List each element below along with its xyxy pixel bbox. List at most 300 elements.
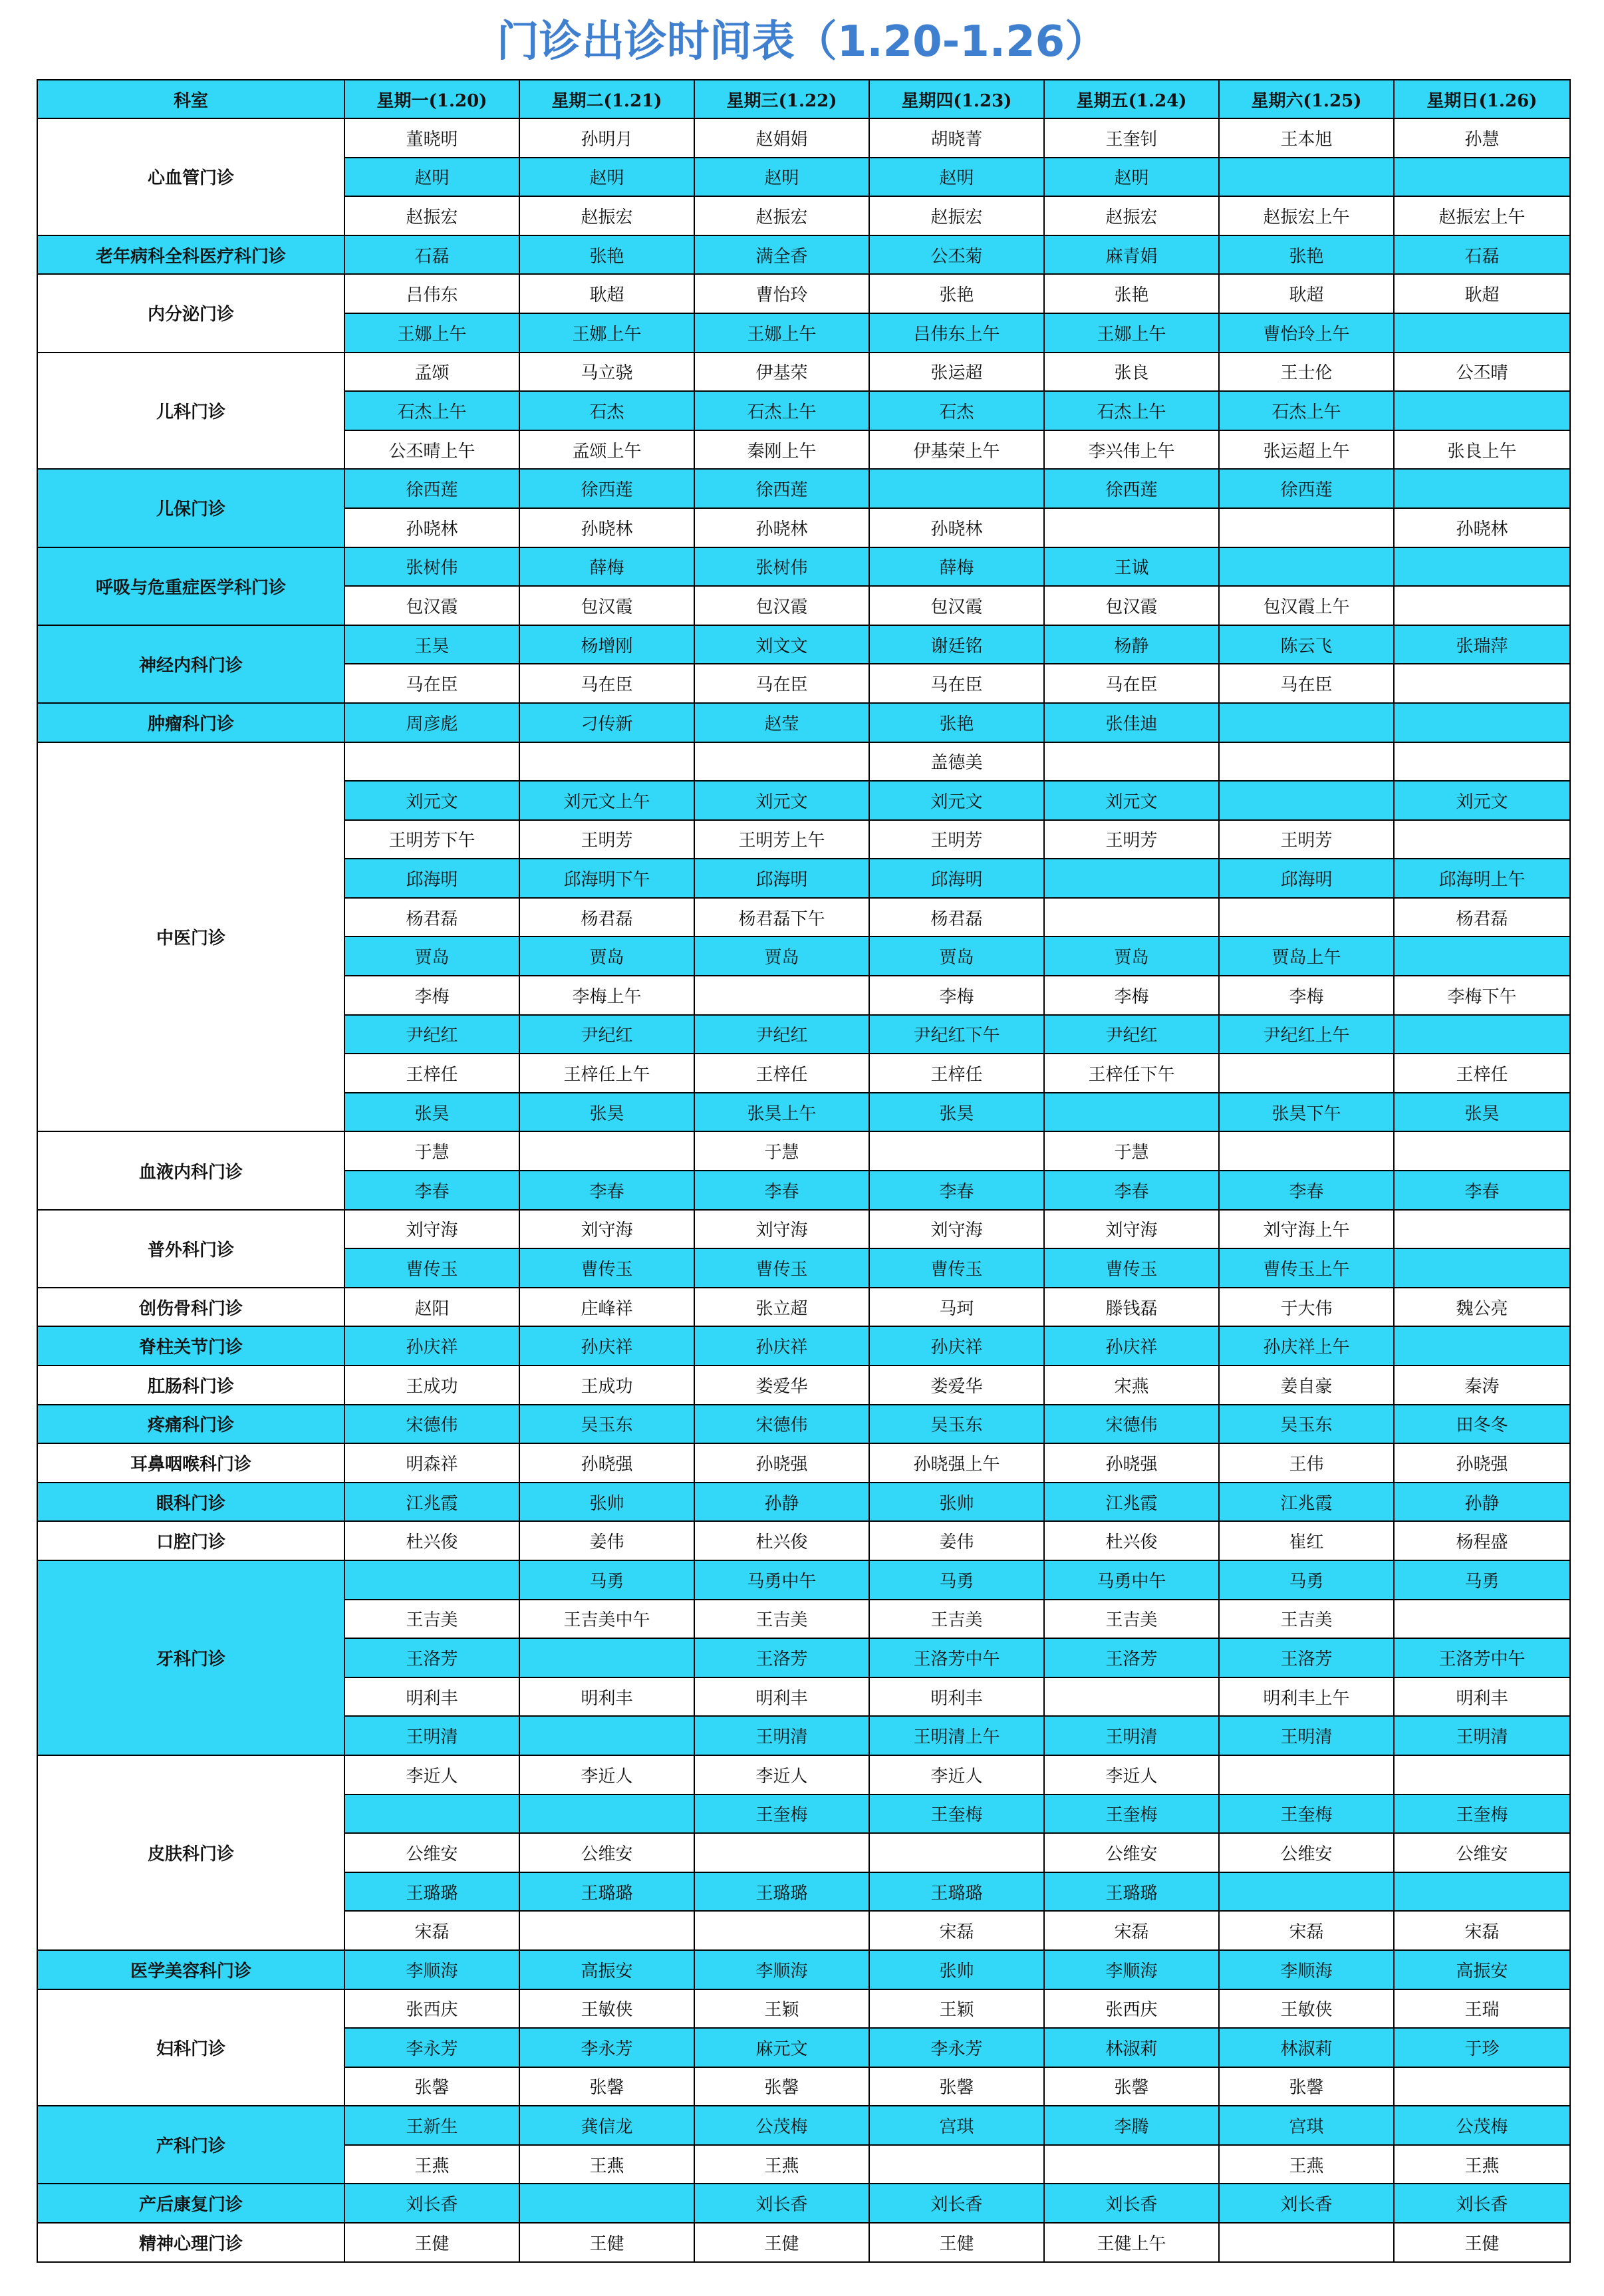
schedule-cell: 明利丰 [869, 1677, 1044, 1717]
schedule-cell: 陈云飞 [1219, 625, 1394, 664]
schedule-cell: 包汉霞 [869, 586, 1044, 625]
schedule-cell: 王奎梅 [1219, 1794, 1394, 1834]
schedule-cell: 李春 [1394, 1171, 1570, 1210]
header-row [37, 80, 1570, 118]
schedule-cell: 李近人 [344, 1755, 519, 1794]
schedule-cell: 宋磊 [1044, 1911, 1219, 1950]
schedule-cell: 盖德美 [869, 742, 1044, 782]
schedule-cell [519, 742, 694, 782]
schedule-cell [694, 976, 869, 1015]
schedule-cell: 王娜上午 [1044, 313, 1219, 353]
schedule-cell [1394, 1131, 1570, 1171]
schedule-cell: 李梅下午 [1394, 976, 1570, 1015]
schedule-cell: 公茂梅 [1394, 2106, 1570, 2145]
schedule-cell: 麻青娟 [1044, 235, 1219, 275]
schedule-cell: 刘守海 [1044, 1210, 1219, 1249]
table-row [37, 469, 1570, 508]
schedule-cell [1044, 508, 1219, 547]
header-sun: 星期日(1.26) [1394, 80, 1570, 118]
schedule-cell: 王瑞 [1394, 1989, 1570, 2029]
schedule-cell: 曹怡玲 [694, 274, 869, 313]
schedule-cell [1394, 313, 1570, 353]
schedule-cell: 王健 [344, 2223, 519, 2262]
schedule-cell [1219, 547, 1394, 587]
schedule-cell: 曹怡玲上午 [1219, 313, 1394, 353]
schedule-cell [869, 1833, 1044, 1872]
department-name: 医学美容科门诊 [37, 1950, 344, 1989]
department-name: 疼痛科门诊 [37, 1405, 344, 1444]
schedule-cell: 张树伟 [344, 547, 519, 587]
schedule-cell: 孙晓林 [344, 508, 519, 547]
schedule-cell: 明利丰上午 [1219, 1677, 1394, 1717]
schedule-cell: 张良上午 [1394, 430, 1570, 470]
table-row [37, 1989, 1570, 2029]
schedule-cell: 邱海明 [1219, 859, 1394, 898]
schedule-cell: 刘元文 [869, 781, 1044, 820]
schedule-cell: 明利丰 [1394, 1677, 1570, 1717]
schedule-cell: 王燕 [1394, 2145, 1570, 2184]
schedule-cell: 石杰上午 [1044, 391, 1219, 430]
schedule-cell: 姜伟 [869, 1521, 1044, 1560]
schedule-cell: 王璐璐 [519, 1872, 694, 1912]
schedule-cell: 孙慧 [1394, 118, 1570, 158]
table-row [37, 625, 1570, 664]
schedule-cell: 刘长香 [1219, 2184, 1394, 2223]
schedule-cell: 赵振宏 [519, 196, 694, 235]
schedule-cell: 曹传玉 [694, 1248, 869, 1288]
schedule-cell: 宋磊 [869, 1911, 1044, 1950]
header-sat: 星期六(1.25) [1219, 80, 1394, 118]
schedule-cell: 石杰上午 [1219, 391, 1394, 430]
schedule-cell: 李腾 [1044, 2106, 1219, 2145]
schedule-cell: 王娜上午 [344, 313, 519, 353]
schedule-cell: 赵娟娟 [694, 118, 869, 158]
schedule-cell: 李梅 [344, 976, 519, 1015]
department-name: 呼吸与危重症医学科门诊 [37, 547, 344, 625]
schedule-cell: 于珍 [1394, 2028, 1570, 2067]
table-row [37, 1755, 1570, 1794]
schedule-cell: 秦刚上午 [694, 430, 869, 470]
schedule-cell: 林淑莉 [1219, 2028, 1394, 2067]
schedule-cell: 伊基荣 [694, 353, 869, 392]
schedule-cell [519, 1911, 694, 1950]
schedule-cell: 李顺海 [1044, 1950, 1219, 1989]
header-mon: 星期一(1.20) [344, 80, 519, 118]
schedule-cell: 江兆霞 [344, 1483, 519, 1522]
schedule-cell: 宋德伟 [694, 1405, 869, 1444]
schedule-cell: 谢廷铭 [869, 625, 1044, 664]
schedule-cell [1394, 703, 1570, 742]
department-name: 中医门诊 [37, 742, 344, 1132]
schedule-cell: 张树伟 [694, 547, 869, 587]
schedule-cell [344, 1560, 519, 1600]
schedule-cell: 尹纪红下午 [869, 1015, 1044, 1054]
schedule-cell: 曹传玉 [1044, 1248, 1219, 1288]
schedule-cell: 李春 [1219, 1171, 1394, 1210]
schedule-cell [1394, 1326, 1570, 1365]
schedule-cell: 张昊 [869, 1093, 1044, 1132]
schedule-cell [694, 742, 869, 782]
schedule-cell [1219, 898, 1394, 937]
schedule-cell: 薛梅 [869, 547, 1044, 587]
schedule-cell: 张瑞萍 [1394, 625, 1570, 664]
schedule-cell: 张帅 [869, 1483, 1044, 1522]
schedule-cell: 王新生 [344, 2106, 519, 2145]
schedule-cell: 孙庆祥 [869, 1326, 1044, 1365]
schedule-cell: 林淑莉 [1044, 2028, 1219, 2067]
department-name: 肿瘤科门诊 [37, 703, 344, 742]
schedule-cell: 王奎梅 [694, 1794, 869, 1834]
schedule-cell: 杨增刚 [519, 625, 694, 664]
schedule-cell: 李永芳 [519, 2028, 694, 2067]
table-row [37, 1131, 1570, 1171]
schedule-cell: 吴玉东 [1219, 1405, 1394, 1444]
schedule-cell: 杜兴俊 [694, 1521, 869, 1560]
schedule-cell [1394, 1015, 1570, 1054]
schedule-cell: 尹纪红 [694, 1015, 869, 1054]
schedule-cell: 宋磊 [1394, 1911, 1570, 1950]
schedule-cell: 李梅 [1219, 976, 1394, 1015]
table-row [37, 1483, 1570, 1522]
schedule-cell: 胡晓菁 [869, 118, 1044, 158]
table-row [37, 547, 1570, 587]
schedule-cell [1394, 664, 1570, 703]
schedule-cell: 王洛芳 [1044, 1638, 1219, 1677]
schedule-cell: 邱海明下午 [519, 859, 694, 898]
schedule-cell: 吴玉东 [519, 1405, 694, 1444]
schedule-cell: 邱海明 [344, 859, 519, 898]
schedule-cell: 宫琪 [1219, 2106, 1394, 2145]
schedule-cell [1394, 1248, 1570, 1288]
schedule-cell: 娄爱华 [869, 1365, 1044, 1405]
schedule-cell: 李春 [869, 1171, 1044, 1210]
department-name: 口腔门诊 [37, 1521, 344, 1560]
schedule-cell: 刘守海 [519, 1210, 694, 1249]
schedule-cell: 魏公亮 [1394, 1288, 1570, 1327]
schedule-cell: 王明清上午 [869, 1716, 1044, 1755]
schedule-cell: 贾岛 [344, 936, 519, 976]
schedule-cell: 李梅上午 [519, 976, 694, 1015]
schedule-cell: 李兴伟上午 [1044, 430, 1219, 470]
schedule-cell: 刘文文 [694, 625, 869, 664]
department-name: 儿保门诊 [37, 469, 344, 547]
schedule-cell: 娄爱华 [694, 1365, 869, 1405]
schedule-cell: 邱海明上午 [1394, 859, 1570, 898]
header-dept: 科室 [37, 80, 344, 118]
schedule-cell: 尹纪红 [519, 1015, 694, 1054]
schedule-cell: 张艳 [519, 235, 694, 275]
schedule-cell: 秦涛 [1394, 1365, 1570, 1405]
schedule-cell: 王敏侠 [519, 1989, 694, 2029]
table-row [37, 1288, 1570, 1327]
schedule-cell: 张昊下午 [1219, 1093, 1394, 1132]
department-name: 内分泌门诊 [37, 274, 344, 352]
schedule-cell: 马勇中午 [1044, 1560, 1219, 1600]
schedule-cell [1219, 703, 1394, 742]
schedule-cell: 赵明 [519, 158, 694, 197]
table-row [37, 2106, 1570, 2145]
department-name: 血液内科门诊 [37, 1131, 344, 1209]
schedule-cell: 贾岛上午 [1219, 936, 1394, 976]
schedule-cell: 崔红 [1219, 1521, 1394, 1560]
schedule-cell [1394, 586, 1570, 625]
schedule-cell: 薛梅 [519, 547, 694, 587]
schedule-cell: 王吉美 [1044, 1600, 1219, 1639]
schedule-cell: 刘守海 [694, 1210, 869, 1249]
schedule-cell: 田冬冬 [1394, 1405, 1570, 1444]
schedule-cell: 孙庆祥 [519, 1326, 694, 1365]
schedule-cell: 姜自豪 [1219, 1365, 1394, 1405]
schedule-cell: 王健 [1394, 2223, 1570, 2262]
schedule-cell: 明利丰 [344, 1677, 519, 1717]
schedule-cell: 包汉霞 [1044, 586, 1219, 625]
schedule-cell: 赵莹 [694, 703, 869, 742]
schedule-cell [1219, 158, 1394, 197]
schedule-cell: 赵明 [1044, 158, 1219, 197]
schedule-cell: 宋德伟 [1044, 1405, 1219, 1444]
schedule-cell: 孙晓林 [869, 508, 1044, 547]
table-row [37, 1326, 1570, 1365]
header-thu: 星期四(1.23) [869, 80, 1044, 118]
schedule-cell: 耿超 [1394, 274, 1570, 313]
table-row [37, 1950, 1570, 1989]
schedule-cell: 孙晓强 [1044, 1443, 1219, 1483]
schedule-cell: 王洛芳 [1219, 1638, 1394, 1677]
schedule-cell: 马勇中午 [694, 1560, 869, 1600]
schedule-cell: 张佳迪 [1044, 703, 1219, 742]
schedule-cell: 姜伟 [519, 1521, 694, 1560]
schedule-cell: 马勇 [1219, 1560, 1394, 1600]
schedule-cell: 贾岛 [1044, 936, 1219, 976]
schedule-cell: 王奎梅 [1044, 1794, 1219, 1834]
schedule-cell: 张昊 [519, 1093, 694, 1132]
schedule-cell: 孙晓强 [519, 1443, 694, 1483]
schedule-cell: 赵振宏 [1044, 196, 1219, 235]
schedule-cell: 邱海明 [694, 859, 869, 898]
schedule-cell: 马立骁 [519, 353, 694, 392]
schedule-cell: 包汉霞 [694, 586, 869, 625]
schedule-cell: 明利丰 [694, 1677, 869, 1717]
schedule-cell: 张艳 [1219, 235, 1394, 275]
schedule-cell: 王颖 [869, 1989, 1044, 2029]
schedule-cell: 孙晓林 [519, 508, 694, 547]
schedule-cell: 王明清 [1394, 1716, 1570, 1755]
schedule-cell: 石杰上午 [694, 391, 869, 430]
schedule-cell: 庄峰祥 [519, 1288, 694, 1327]
table-row [37, 1443, 1570, 1483]
schedule-cell: 赵明 [344, 158, 519, 197]
schedule-cell: 公丕晴 [1394, 353, 1570, 392]
schedule-cell [1394, 547, 1570, 587]
schedule-cell: 王成功 [344, 1365, 519, 1405]
schedule-cell: 王燕 [519, 2145, 694, 2184]
schedule-cell: 宋德伟 [344, 1405, 519, 1444]
schedule-cell: 杨君磊 [344, 898, 519, 937]
schedule-cell: 王昊 [344, 625, 519, 664]
table-row [37, 703, 1570, 742]
schedule-cell: 王梓任 [344, 1054, 519, 1093]
schedule-cell: 张昊 [344, 1093, 519, 1132]
schedule-cell: 马珂 [869, 1288, 1044, 1327]
department-name: 普外科门诊 [37, 1210, 344, 1288]
table-row [37, 118, 1570, 158]
schedule-cell: 曹传玉 [869, 1248, 1044, 1288]
schedule-cell: 王诚 [1044, 547, 1219, 587]
table-row [37, 1521, 1570, 1560]
schedule-cell [1219, 1872, 1394, 1912]
schedule-cell: 张帅 [869, 1950, 1044, 1989]
department-name: 心血管门诊 [37, 118, 344, 235]
schedule-cell: 王明芳下午 [344, 820, 519, 859]
table-row [37, 1210, 1570, 1249]
schedule-cell: 刘长香 [1394, 2184, 1570, 2223]
department-name: 创伤骨科门诊 [37, 1288, 344, 1327]
schedule-cell: 孟颂上午 [519, 430, 694, 470]
schedule-cell: 王璐璐 [1044, 1872, 1219, 1912]
schedule-cell: 王健上午 [1044, 2223, 1219, 2262]
schedule-cell: 张艳 [1044, 274, 1219, 313]
schedule-cell: 赵振宏 [869, 196, 1044, 235]
schedule-cell: 石杰上午 [344, 391, 519, 430]
schedule-cell: 宋磊 [1219, 1911, 1394, 1950]
schedule-cell: 宫琪 [869, 2106, 1044, 2145]
schedule-cell: 贾岛 [869, 936, 1044, 976]
schedule-cell: 刘长香 [869, 2184, 1044, 2223]
schedule-cell [869, 2145, 1044, 2184]
department-name: 老年病科全科医疗科门诊 [37, 235, 344, 275]
header-fri: 星期五(1.24) [1044, 80, 1219, 118]
table-row [37, 1560, 1570, 1600]
schedule-cell: 孙庆祥 [344, 1326, 519, 1365]
schedule-cell: 公丕菊 [869, 235, 1044, 275]
schedule-cell: 徐西莲 [344, 469, 519, 508]
schedule-cell: 徐西莲 [1044, 469, 1219, 508]
schedule-cell: 徐西莲 [1219, 469, 1394, 508]
schedule-cell [519, 2184, 694, 2223]
department-name: 妇科门诊 [37, 1989, 344, 2106]
schedule-cell: 刘元文 [1394, 781, 1570, 820]
schedule-cell: 曹传玉 [519, 1248, 694, 1288]
schedule-cell: 刁传新 [519, 703, 694, 742]
schedule-cell: 公维安 [1219, 1833, 1394, 1872]
schedule-cell: 王洛芳中午 [1394, 1638, 1570, 1677]
schedule-cell: 张昊 [1394, 1093, 1570, 1132]
schedule-cell [694, 1911, 869, 1950]
schedule-cell: 邱海明 [869, 859, 1044, 898]
schedule-cell: 孟颂 [344, 353, 519, 392]
schedule-cell [1394, 936, 1570, 976]
schedule-cell: 赵明 [694, 158, 869, 197]
schedule-cell: 马在臣 [1044, 664, 1219, 703]
schedule-cell: 李梅 [1044, 976, 1219, 1015]
schedule-cell: 王明清 [344, 1716, 519, 1755]
schedule-cell: 王吉美 [869, 1600, 1044, 1639]
schedule-cell: 刘长香 [694, 2184, 869, 2223]
schedule-cell: 张馨 [694, 2067, 869, 2106]
schedule-cell: 刘元文 [344, 781, 519, 820]
page-title: 门诊出诊时间表（1.20-1.26） [496, 17, 1108, 67]
schedule-cell: 王明芳 [519, 820, 694, 859]
schedule-cell: 孙静 [1394, 1483, 1570, 1522]
schedule-cell: 包汉霞 [519, 586, 694, 625]
schedule-cell: 王洛芳中午 [869, 1638, 1044, 1677]
schedule-cell: 李梅 [869, 976, 1044, 1015]
schedule-cell [1394, 1872, 1570, 1912]
department-name: 眼科门诊 [37, 1483, 344, 1522]
department-name: 儿科门诊 [37, 353, 344, 470]
schedule-cell: 王明清 [694, 1716, 869, 1755]
schedule-cell: 李近人 [1044, 1755, 1219, 1794]
schedule-cell: 江兆霞 [1044, 1483, 1219, 1522]
schedule-cell: 徐西莲 [519, 469, 694, 508]
schedule-cell [1394, 742, 1570, 782]
schedule-cell: 王敏侠 [1219, 1989, 1394, 2029]
schedule-cell: 王吉美 [344, 1600, 519, 1639]
schedule-cell: 马在臣 [869, 664, 1044, 703]
table-row [37, 1365, 1570, 1405]
schedule-cell: 张馨 [519, 2067, 694, 2106]
schedule-cell: 张馨 [1044, 2067, 1219, 2106]
schedule-cell [519, 1638, 694, 1677]
schedule-cell: 张艳 [869, 274, 1044, 313]
schedule-cell: 明森祥 [344, 1443, 519, 1483]
schedule-cell: 李近人 [869, 1755, 1044, 1794]
schedule-cell: 石杰 [519, 391, 694, 430]
schedule-cell: 马在臣 [519, 664, 694, 703]
schedule-cell: 李春 [344, 1171, 519, 1210]
schedule-cell [1044, 1677, 1219, 1717]
schedule-cell: 尹纪红上午 [1219, 1015, 1394, 1054]
schedule-cell: 王士伦 [1219, 353, 1394, 392]
schedule-cell: 王洛芳 [344, 1638, 519, 1677]
schedule-cell: 孙庆祥上午 [1219, 1326, 1394, 1365]
department-name: 牙科门诊 [37, 1560, 344, 1755]
schedule-cell: 李春 [694, 1171, 869, 1210]
schedule-cell [1219, 1131, 1394, 1171]
schedule-cell [694, 1833, 869, 1872]
schedule-cell: 马在臣 [344, 664, 519, 703]
schedule-cell: 杜兴俊 [344, 1521, 519, 1560]
schedule-cell: 张艳 [869, 703, 1044, 742]
schedule-cell: 张运超上午 [1219, 430, 1394, 470]
schedule-cell: 满全香 [694, 235, 869, 275]
table-row [37, 274, 1570, 313]
schedule-cell: 公维安 [344, 1833, 519, 1872]
schedule-cell [1394, 1210, 1570, 1249]
schedule-cell: 徐西莲 [694, 469, 869, 508]
schedule-cell: 王娜上午 [519, 313, 694, 353]
table-row [37, 353, 1570, 392]
schedule-cell: 王明清 [1044, 1716, 1219, 1755]
department-name: 皮肤科门诊 [37, 1755, 344, 1950]
schedule-cell: 李近人 [519, 1755, 694, 1794]
schedule-cell: 刘长香 [344, 2184, 519, 2223]
schedule-cell: 刘守海 [869, 1210, 1044, 1249]
schedule-cell: 赵振宏上午 [1219, 196, 1394, 235]
schedule-cell: 公维安 [1394, 1833, 1570, 1872]
department-name: 精神心理门诊 [37, 2223, 344, 2262]
schedule-cell: 张馨 [1219, 2067, 1394, 2106]
schedule-cell: 张良 [1044, 353, 1219, 392]
schedule-cell: 杨君磊 [519, 898, 694, 937]
department-name: 产科门诊 [37, 2106, 344, 2184]
schedule-cell: 公维安 [519, 1833, 694, 1872]
schedule-cell [519, 1131, 694, 1171]
schedule-cell: 杨程盛 [1394, 1521, 1570, 1560]
schedule-cell: 王燕 [694, 2145, 869, 2184]
schedule-cell: 孙晓强上午 [869, 1443, 1044, 1483]
table-row [37, 2184, 1570, 2223]
